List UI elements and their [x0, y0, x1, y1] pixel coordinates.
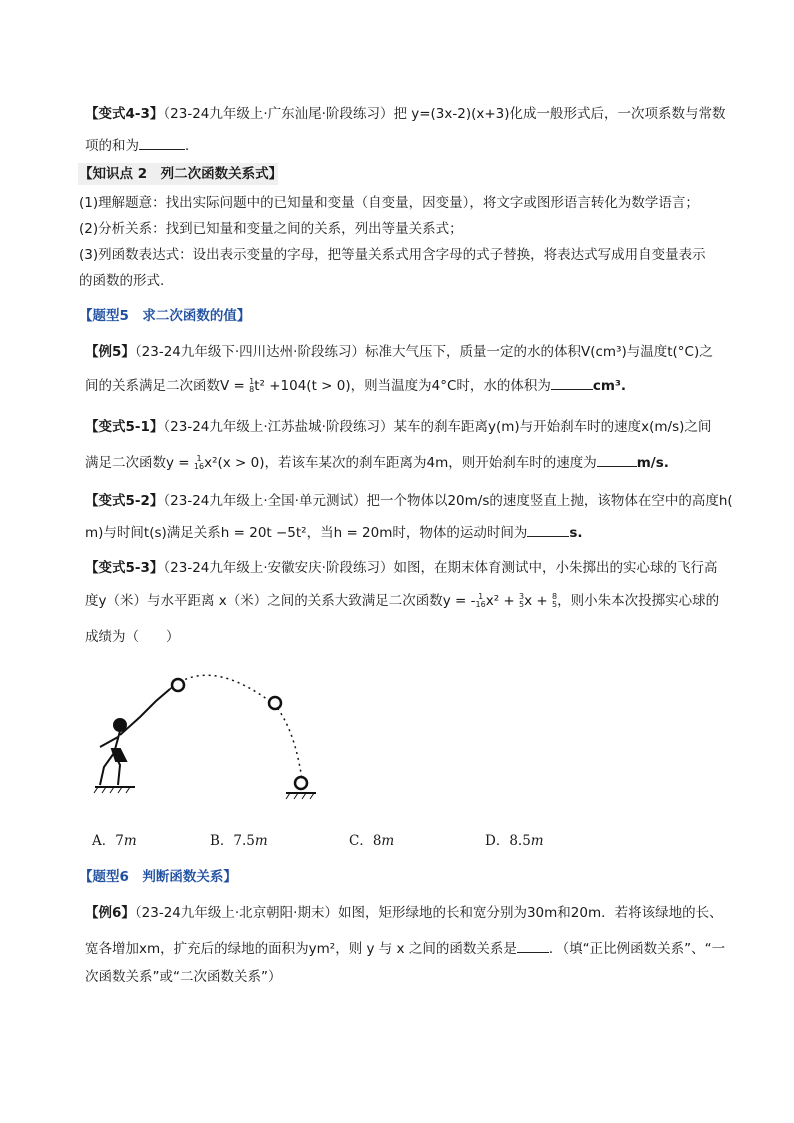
- variant-5-3-tag: 【变式5-3】: [85, 560, 164, 576]
- example-6-line1: 【例6】（23-24九年级上·北京朝阳·期末）如图，矩形绿地的长和宽分别为30m和20m．若将该绿地的长、: [85, 905, 723, 921]
- choice-c[interactable]: C．8m: [349, 833, 395, 849]
- knowledge-item-3: (3)列函数表达式：设出表示变量的字母，把等量关系式用含字母的式子替换，将表达式写成用自变量表示: [79, 247, 706, 263]
- section-type-5-title: 【题型5 求二次函数的值】: [79, 308, 251, 324]
- fraction: 1 16: [193, 454, 205, 471]
- variant-5-2-line1: 【变式5-2】（23-24九年级上·全国·单元测试）把一个物体以20m/s的速度竖直上抛，该物体在空中的高度h(: [85, 493, 733, 509]
- ball-icon: [295, 777, 307, 789]
- variant-5-2-line2: m)与时间t(s)满足关系h = 20t −5t²，当h = 20m时，物体的运动时间为 s.: [85, 522, 583, 542]
- fraction: 3 5: [519, 592, 525, 609]
- variant-4-3-line2: 项的和为 ．: [85, 135, 199, 155]
- section-type-6-title: 【题型6 判断函数关系】: [79, 869, 237, 885]
- knowledge-point-title: 【知识点 2 列二次函数关系式】: [79, 166, 283, 182]
- variant-4-3-tag: 【变式4-3】: [85, 106, 164, 122]
- fraction: 1 16: [475, 592, 486, 609]
- example-5-tag: 【例5】: [85, 344, 135, 360]
- answer-blank[interactable]: [527, 522, 569, 537]
- example-6-line3: 次函数关系”或“二次函数关系”）: [85, 969, 282, 985]
- knowledge-item-4: 的函数的形式.: [79, 273, 165, 289]
- example-5-line1: 【例5】（23-24九年级下·四川达州·阶段练习）标准大气压下，质量一定的水的体积V(cm³)与温度t(°C)之: [85, 344, 713, 360]
- variant-5-3-line3: 成绩为（ ）: [85, 629, 180, 645]
- fraction: 8 5: [552, 592, 558, 609]
- fraction: 1 8: [249, 377, 255, 394]
- variant-5-3-line1: 【变式5-3】（23-24九年级上·安徽安庆·阶段练习）如图，在期末体育测试中，小朱掷出的实心球的飞行高: [85, 560, 718, 576]
- choice-d[interactable]: D．8.5m: [485, 833, 544, 849]
- example-5-line2: 间的关系满足二次函数V = 1 8t² +104(t > 0)，则当温度为4°C时，水的体积为 cm³.: [85, 377, 627, 394]
- thrower-icon: [100, 689, 170, 785]
- answer-blank[interactable]: [551, 375, 593, 390]
- variant-5-1-line1: 【变式5-1】（23-24九年级上·江苏盐城·阶段练习）某车的刹车距离y(m)与开始刹车时的速度x(m/s)之间: [85, 419, 712, 435]
- answer-blank[interactable]: [597, 452, 637, 467]
- choice-b[interactable]: B．7.5m: [210, 833, 268, 849]
- example-6-line2: 宽各增加xm，扩充后的绿地的面积为ym²，则 y 与 x 之间的函数关系是 ．（填“正比例函数关系”、“一: [85, 938, 725, 958]
- variant-5-3-line2: 度y（米）与水平距离 x（米）之间的关系大致满足二次函数y = - 1 16x² + 3 5x + 8 5，则小朱本次投掷实心球的: [85, 592, 720, 609]
- variant-5-2-tag: 【变式5-2】: [85, 493, 164, 509]
- choice-a[interactable]: A．7m: [92, 833, 137, 849]
- ball-icon: [172, 679, 184, 691]
- variant-5-1-tag: 【变式5-1】: [85, 419, 164, 435]
- answer-blank[interactable]: [139, 135, 185, 150]
- answer-blank[interactable]: [517, 938, 549, 953]
- shot-put-figure: [90, 665, 330, 810]
- ball-icon: [269, 697, 281, 709]
- example-6-tag: 【例6】: [85, 905, 135, 921]
- knowledge-item-2: (2)分析关系：找到已知量和变量之间的关系，列出等量关系式；: [79, 221, 463, 237]
- variant-5-1-line2: 满足二次函数y = 1 16x²(x > 0)，若该车某次的刹车距离为4m，则开始刹车时的速度为 m/s.: [85, 454, 669, 471]
- variant-4-3-line1: 【变式4-3】（23-24九年级上·广东汕尾·阶段练习）把 y=(3x-2)(x+3)化成一般形式后，一次项系数与常数: [85, 106, 726, 122]
- knowledge-item-1: (1)理解题意：找出实际问题中的已知量和变量（自变量，因变量），将文字或图形语言转化为数学语言；: [79, 195, 699, 211]
